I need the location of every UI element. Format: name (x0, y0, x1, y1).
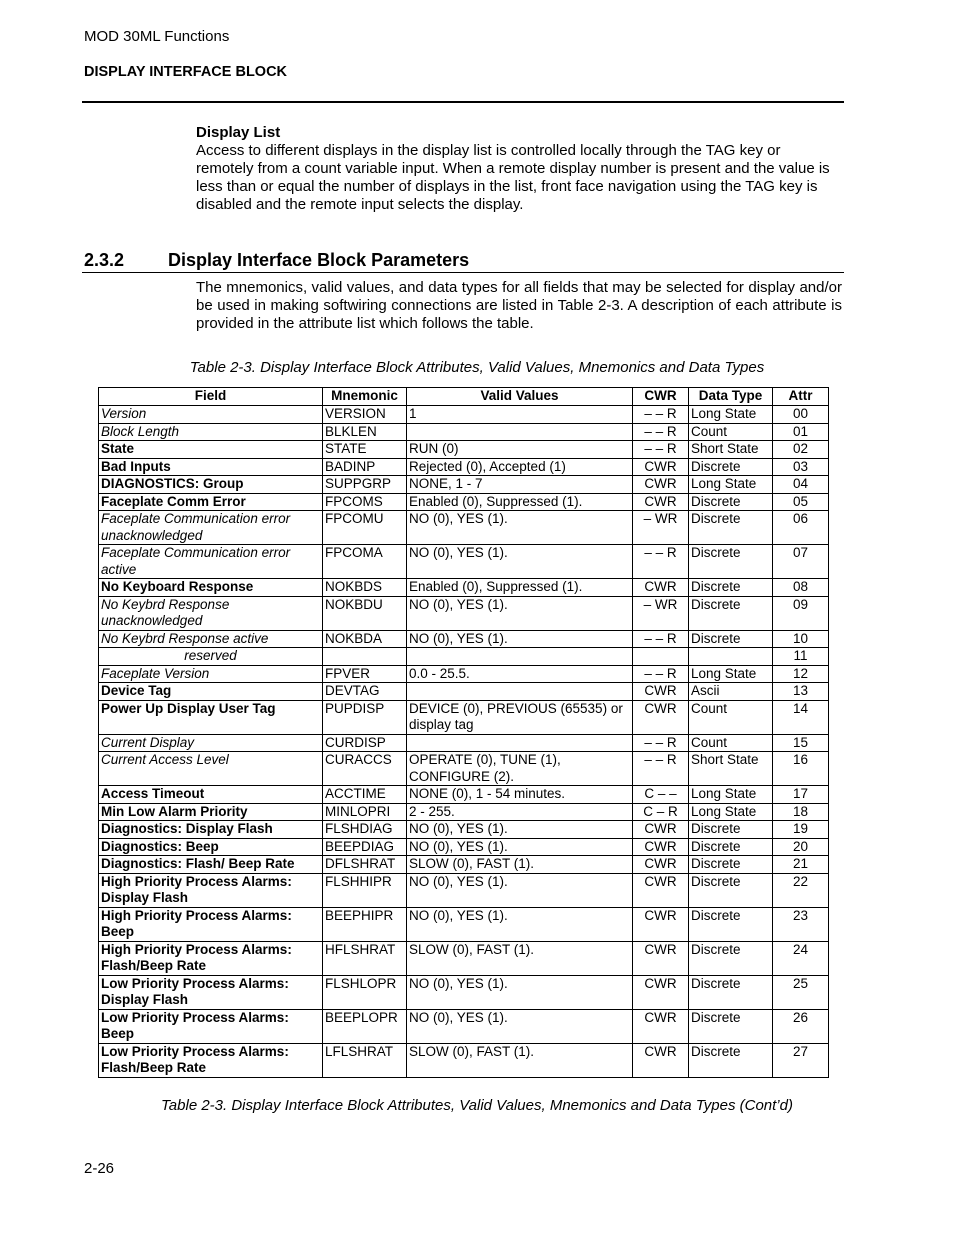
cell-field: Power Up Display User Tag (99, 700, 323, 734)
cell-data-type: Discrete (689, 821, 773, 839)
cell-valid-values: NO (0), YES (1). (407, 838, 633, 856)
cell-cwr: – – R (633, 441, 689, 459)
cell-field: Min Low Alarm Priority (99, 803, 323, 821)
cell-cwr: C – – (633, 786, 689, 804)
running-header-block: DISPLAY INTERFACE BLOCK (84, 64, 288, 80)
cell-valid-values: Enabled (0), Suppressed (1). (407, 579, 633, 597)
cell-cwr: CWR (633, 821, 689, 839)
cell-field: State (99, 441, 323, 459)
cell-cwr: – – R (633, 630, 689, 648)
cell-attr: 23 (773, 907, 829, 941)
table-row (99, 975, 829, 1009)
cell-field: Faceplate Communication error unacknowledged (99, 511, 323, 545)
cell-mnemonic: BEEPLOPR (323, 1009, 407, 1043)
table-row (99, 734, 829, 752)
cell-attr: 27 (773, 1043, 829, 1077)
cell-valid-values: OPERATE (0), TUNE (1), CONFIGURE (2). (407, 752, 633, 786)
table-row (99, 907, 829, 941)
cell-valid-values: Enabled (0), Suppressed (1). (407, 493, 633, 511)
cell-data-type: Long State (689, 406, 773, 424)
cell-field: Low Priority Process Alarms: Display Flash (99, 975, 323, 1009)
table-row (99, 665, 829, 683)
cell-mnemonic: SUPPGRP (323, 476, 407, 494)
cell-field: Bad Inputs (99, 458, 323, 476)
cell-cwr: CWR (633, 907, 689, 941)
cell-cwr: CWR (633, 476, 689, 494)
cell-field: No Keybrd Response active (99, 630, 323, 648)
cell-cwr: CWR (633, 458, 689, 476)
cell-cwr: CWR (633, 683, 689, 701)
cell-mnemonic: VERSION (323, 406, 407, 424)
table-caption-continued: Table 2-3. Display Interface Block Attributes, Valid Values, Mnemonics and Data Types (Cont’d) (161, 1097, 793, 1114)
cell-mnemonic: PUPDISP (323, 700, 407, 734)
cell-data-type: Discrete (689, 941, 773, 975)
cell-mnemonic: CURACCS (323, 752, 407, 786)
cell-field: Device Tag (99, 683, 323, 701)
cell-mnemonic (323, 648, 407, 666)
table-row (99, 648, 829, 666)
cell-valid-values: NONE (0), 1 - 54 minutes. (407, 786, 633, 804)
table-row (99, 493, 829, 511)
cell-field: Faceplate Communication error active (99, 545, 323, 579)
cell-cwr: – WR (633, 511, 689, 545)
cell-cwr: – – R (633, 734, 689, 752)
cell-attr: 02 (773, 441, 829, 459)
cell-valid-values: 2 - 255. (407, 803, 633, 821)
table-row (99, 856, 829, 874)
attributes-table (98, 387, 829, 1078)
cell-mnemonic: BADINP (323, 458, 407, 476)
cell-attr: 12 (773, 665, 829, 683)
table-row (99, 838, 829, 856)
display-list-body: Access to different displays in the display list is controlled locally through the TAG key or remotely from a count variable input. When a remote display number is present and the value is less than or equal the number of displays in the list, front face navigation using the TAG key is disabled and the remote input selects the display. (196, 142, 830, 213)
table-body (99, 406, 829, 1078)
cell-valid-values: NONE, 1 - 7 (407, 476, 633, 494)
cell-field: Diagnostics: Beep (99, 838, 323, 856)
cell-attr: 18 (773, 803, 829, 821)
table-row (99, 752, 829, 786)
cell-cwr: CWR (633, 1009, 689, 1043)
table-row (99, 579, 829, 597)
cell-data-type: Long State (689, 665, 773, 683)
column-header-cwr: CWR (633, 388, 689, 406)
cell-attr: 07 (773, 545, 829, 579)
cell-cwr: – – R (633, 423, 689, 441)
column-header-valid-values: Valid Values (407, 388, 633, 406)
cell-mnemonic: DFLSHRAT (323, 856, 407, 874)
cell-data-type: Discrete (689, 511, 773, 545)
cell-valid-values: Rejected (0), Accepted (1) (407, 458, 633, 476)
cell-field: Current Access Level (99, 752, 323, 786)
table-row (99, 406, 829, 424)
cell-data-type (689, 648, 773, 666)
cell-field: High Priority Process Alarms: Beep (99, 907, 323, 941)
table-row (99, 821, 829, 839)
cell-valid-values (407, 648, 633, 666)
cell-cwr: CWR (633, 975, 689, 1009)
table-row (99, 683, 829, 701)
cell-field: Version (99, 406, 323, 424)
cell-attr: 20 (773, 838, 829, 856)
cell-valid-values: DEVICE (0), PREVIOUS (65535) or display tag (407, 700, 633, 734)
cell-cwr: – – R (633, 665, 689, 683)
cell-mnemonic: MINLOPRI (323, 803, 407, 821)
cell-attr: 04 (773, 476, 829, 494)
cell-field: No Keybrd Response unacknowledged (99, 596, 323, 630)
cell-data-type: Discrete (689, 838, 773, 856)
cell-valid-values: RUN (0) (407, 441, 633, 459)
cell-field: Low Priority Process Alarms: Flash/Beep Rate (99, 1043, 323, 1077)
cell-mnemonic: HFLSHRAT (323, 941, 407, 975)
cell-data-type: Discrete (689, 873, 773, 907)
cell-cwr: CWR (633, 493, 689, 511)
column-header-field: Field (99, 388, 323, 406)
cell-mnemonic: ACCTIME (323, 786, 407, 804)
display-list-title: Display List (196, 124, 281, 141)
cell-field: High Priority Process Alarms: Flash/Beep Rate (99, 941, 323, 975)
cell-mnemonic: DEVTAG (323, 683, 407, 701)
cell-valid-values: NO (0), YES (1). (407, 511, 633, 545)
table-caption: Table 2-3. Display Interface Block Attributes, Valid Values, Mnemonics and Data Types (189, 359, 765, 376)
cell-field: Block Length (99, 423, 323, 441)
header-rule (82, 101, 844, 103)
cell-data-type: Count (689, 423, 773, 441)
cell-data-type: Discrete (689, 545, 773, 579)
cell-data-type: Count (689, 734, 773, 752)
table-row (99, 1009, 829, 1043)
cell-data-type: Discrete (689, 630, 773, 648)
column-header-mnemonic: Mnemonic (323, 388, 407, 406)
cell-mnemonic: BEEPHIPR (323, 907, 407, 941)
cell-attr: 00 (773, 406, 829, 424)
cell-cwr: C – R (633, 803, 689, 821)
table-row (99, 786, 829, 804)
cell-valid-values: SLOW (0), FAST (1). (407, 941, 633, 975)
cell-attr: 17 (773, 786, 829, 804)
cell-cwr: CWR (633, 579, 689, 597)
cell-mnemonic: FLSHHIPR (323, 873, 407, 907)
cell-cwr: – – R (633, 545, 689, 579)
cell-field: Diagnostics: Flash/ Beep Rate (99, 856, 323, 874)
section-rule (82, 272, 844, 273)
table-row (99, 803, 829, 821)
cell-attr: 08 (773, 579, 829, 597)
cell-field: Low Priority Process Alarms: Beep (99, 1009, 323, 1043)
cell-field: Diagnostics: Display Flash (99, 821, 323, 839)
cell-mnemonic: NOKBDU (323, 596, 407, 630)
page-number: 2-26 (84, 1160, 115, 1177)
cell-valid-values (407, 734, 633, 752)
column-header-attr: Attr (773, 388, 829, 406)
cell-mnemonic: BEEPDIAG (323, 838, 407, 856)
cell-mnemonic: FLSHDIAG (323, 821, 407, 839)
cell-valid-values (407, 423, 633, 441)
table-row (99, 630, 829, 648)
table-row (99, 476, 829, 494)
table-row (99, 545, 829, 579)
cell-data-type: Discrete (689, 596, 773, 630)
table-row (99, 596, 829, 630)
cell-mnemonic: STATE (323, 441, 407, 459)
cell-data-type: Long State (689, 786, 773, 804)
cell-valid-values: NO (0), YES (1). (407, 545, 633, 579)
cell-attr: 01 (773, 423, 829, 441)
cell-valid-values: NO (0), YES (1). (407, 907, 633, 941)
cell-attr: 09 (773, 596, 829, 630)
column-header-data-type: Data Type (689, 388, 773, 406)
cell-cwr: CWR (633, 1043, 689, 1077)
cell-mnemonic: LFLSHRAT (323, 1043, 407, 1077)
cell-data-type: Short State (689, 441, 773, 459)
table-row (99, 700, 829, 734)
table-row (99, 511, 829, 545)
cell-mnemonic: FLSHLOPR (323, 975, 407, 1009)
cell-valid-values: NO (0), YES (1). (407, 873, 633, 907)
cell-valid-values: 0.0 - 25.5. (407, 665, 633, 683)
table-row (99, 941, 829, 975)
cell-attr: 03 (773, 458, 829, 476)
cell-mnemonic: NOKBDA (323, 630, 407, 648)
cell-attr: 19 (773, 821, 829, 839)
cell-cwr: – WR (633, 596, 689, 630)
cell-data-type: Discrete (689, 1043, 773, 1077)
section-intro: The mnemonics, valid values, and data types for all fields that may be selected for display and/or be used in making softwiring connections are listed in Table 2-3. A description of each attribute is provided in the attribute list which follows the table. (196, 279, 842, 332)
cell-cwr: – – R (633, 406, 689, 424)
cell-mnemonic: FPCOMS (323, 493, 407, 511)
cell-data-type: Discrete (689, 493, 773, 511)
table-row (99, 1043, 829, 1077)
cell-attr: 21 (773, 856, 829, 874)
cell-attr: 15 (773, 734, 829, 752)
cell-attr: 16 (773, 752, 829, 786)
cell-data-type: Discrete (689, 907, 773, 941)
table-row (99, 423, 829, 441)
cell-cwr: CWR (633, 700, 689, 734)
cell-cwr: – – R (633, 752, 689, 786)
cell-valid-values: 1 (407, 406, 633, 424)
cell-cwr: CWR (633, 941, 689, 975)
cell-field: No Keyboard Response (99, 579, 323, 597)
cell-data-type: Discrete (689, 975, 773, 1009)
cell-cwr (633, 648, 689, 666)
cell-attr: 10 (773, 630, 829, 648)
cell-mnemonic: BLKLEN (323, 423, 407, 441)
cell-attr: 11 (773, 648, 829, 666)
cell-field: Faceplate Version (99, 665, 323, 683)
cell-field: Access Timeout (99, 786, 323, 804)
cell-valid-values: NO (0), YES (1). (407, 630, 633, 648)
cell-valid-values (407, 683, 633, 701)
cell-field: reserved (99, 648, 323, 666)
cell-field: DIAGNOSTICS: Group (99, 476, 323, 494)
cell-mnemonic: NOKBDS (323, 579, 407, 597)
section-number: 2.3.2 (84, 250, 125, 270)
cell-data-type: Long State (689, 803, 773, 821)
cell-data-type: Discrete (689, 1009, 773, 1043)
cell-data-type: Short State (689, 752, 773, 786)
cell-attr: 05 (773, 493, 829, 511)
cell-field: High Priority Process Alarms: Display Flash (99, 873, 323, 907)
table-row (99, 441, 829, 459)
cell-attr: 26 (773, 1009, 829, 1043)
cell-field: Faceplate Comm Error (99, 493, 323, 511)
cell-data-type: Count (689, 700, 773, 734)
cell-cwr: CWR (633, 856, 689, 874)
table-row (99, 873, 829, 907)
cell-data-type: Long State (689, 476, 773, 494)
cell-mnemonic: FPVER (323, 665, 407, 683)
section-title: Display Interface Block Parameters (168, 250, 470, 270)
table-header-row (99, 388, 829, 406)
cell-valid-values: SLOW (0), FAST (1). (407, 856, 633, 874)
cell-valid-values: NO (0), YES (1). (407, 596, 633, 630)
cell-data-type: Ascii (689, 683, 773, 701)
cell-cwr: CWR (633, 838, 689, 856)
cell-mnemonic: FPCOMU (323, 511, 407, 545)
cell-cwr: CWR (633, 873, 689, 907)
cell-valid-values: NO (0), YES (1). (407, 821, 633, 839)
cell-data-type: Discrete (689, 579, 773, 597)
cell-field: Current Display (99, 734, 323, 752)
cell-data-type: Discrete (689, 458, 773, 476)
cell-attr: 06 (773, 511, 829, 545)
cell-data-type: Discrete (689, 856, 773, 874)
cell-mnemonic: CURDISP (323, 734, 407, 752)
cell-valid-values: NO (0), YES (1). (407, 975, 633, 1009)
running-header-section: MOD 30ML Functions (84, 28, 230, 45)
cell-attr: 25 (773, 975, 829, 1009)
cell-attr: 14 (773, 700, 829, 734)
cell-mnemonic: FPCOMA (323, 545, 407, 579)
cell-attr: 22 (773, 873, 829, 907)
cell-valid-values: NO (0), YES (1). (407, 1009, 633, 1043)
cell-valid-values: SLOW (0), FAST (1). (407, 1043, 633, 1077)
table-row (99, 458, 829, 476)
cell-attr: 13 (773, 683, 829, 701)
cell-attr: 24 (773, 941, 829, 975)
